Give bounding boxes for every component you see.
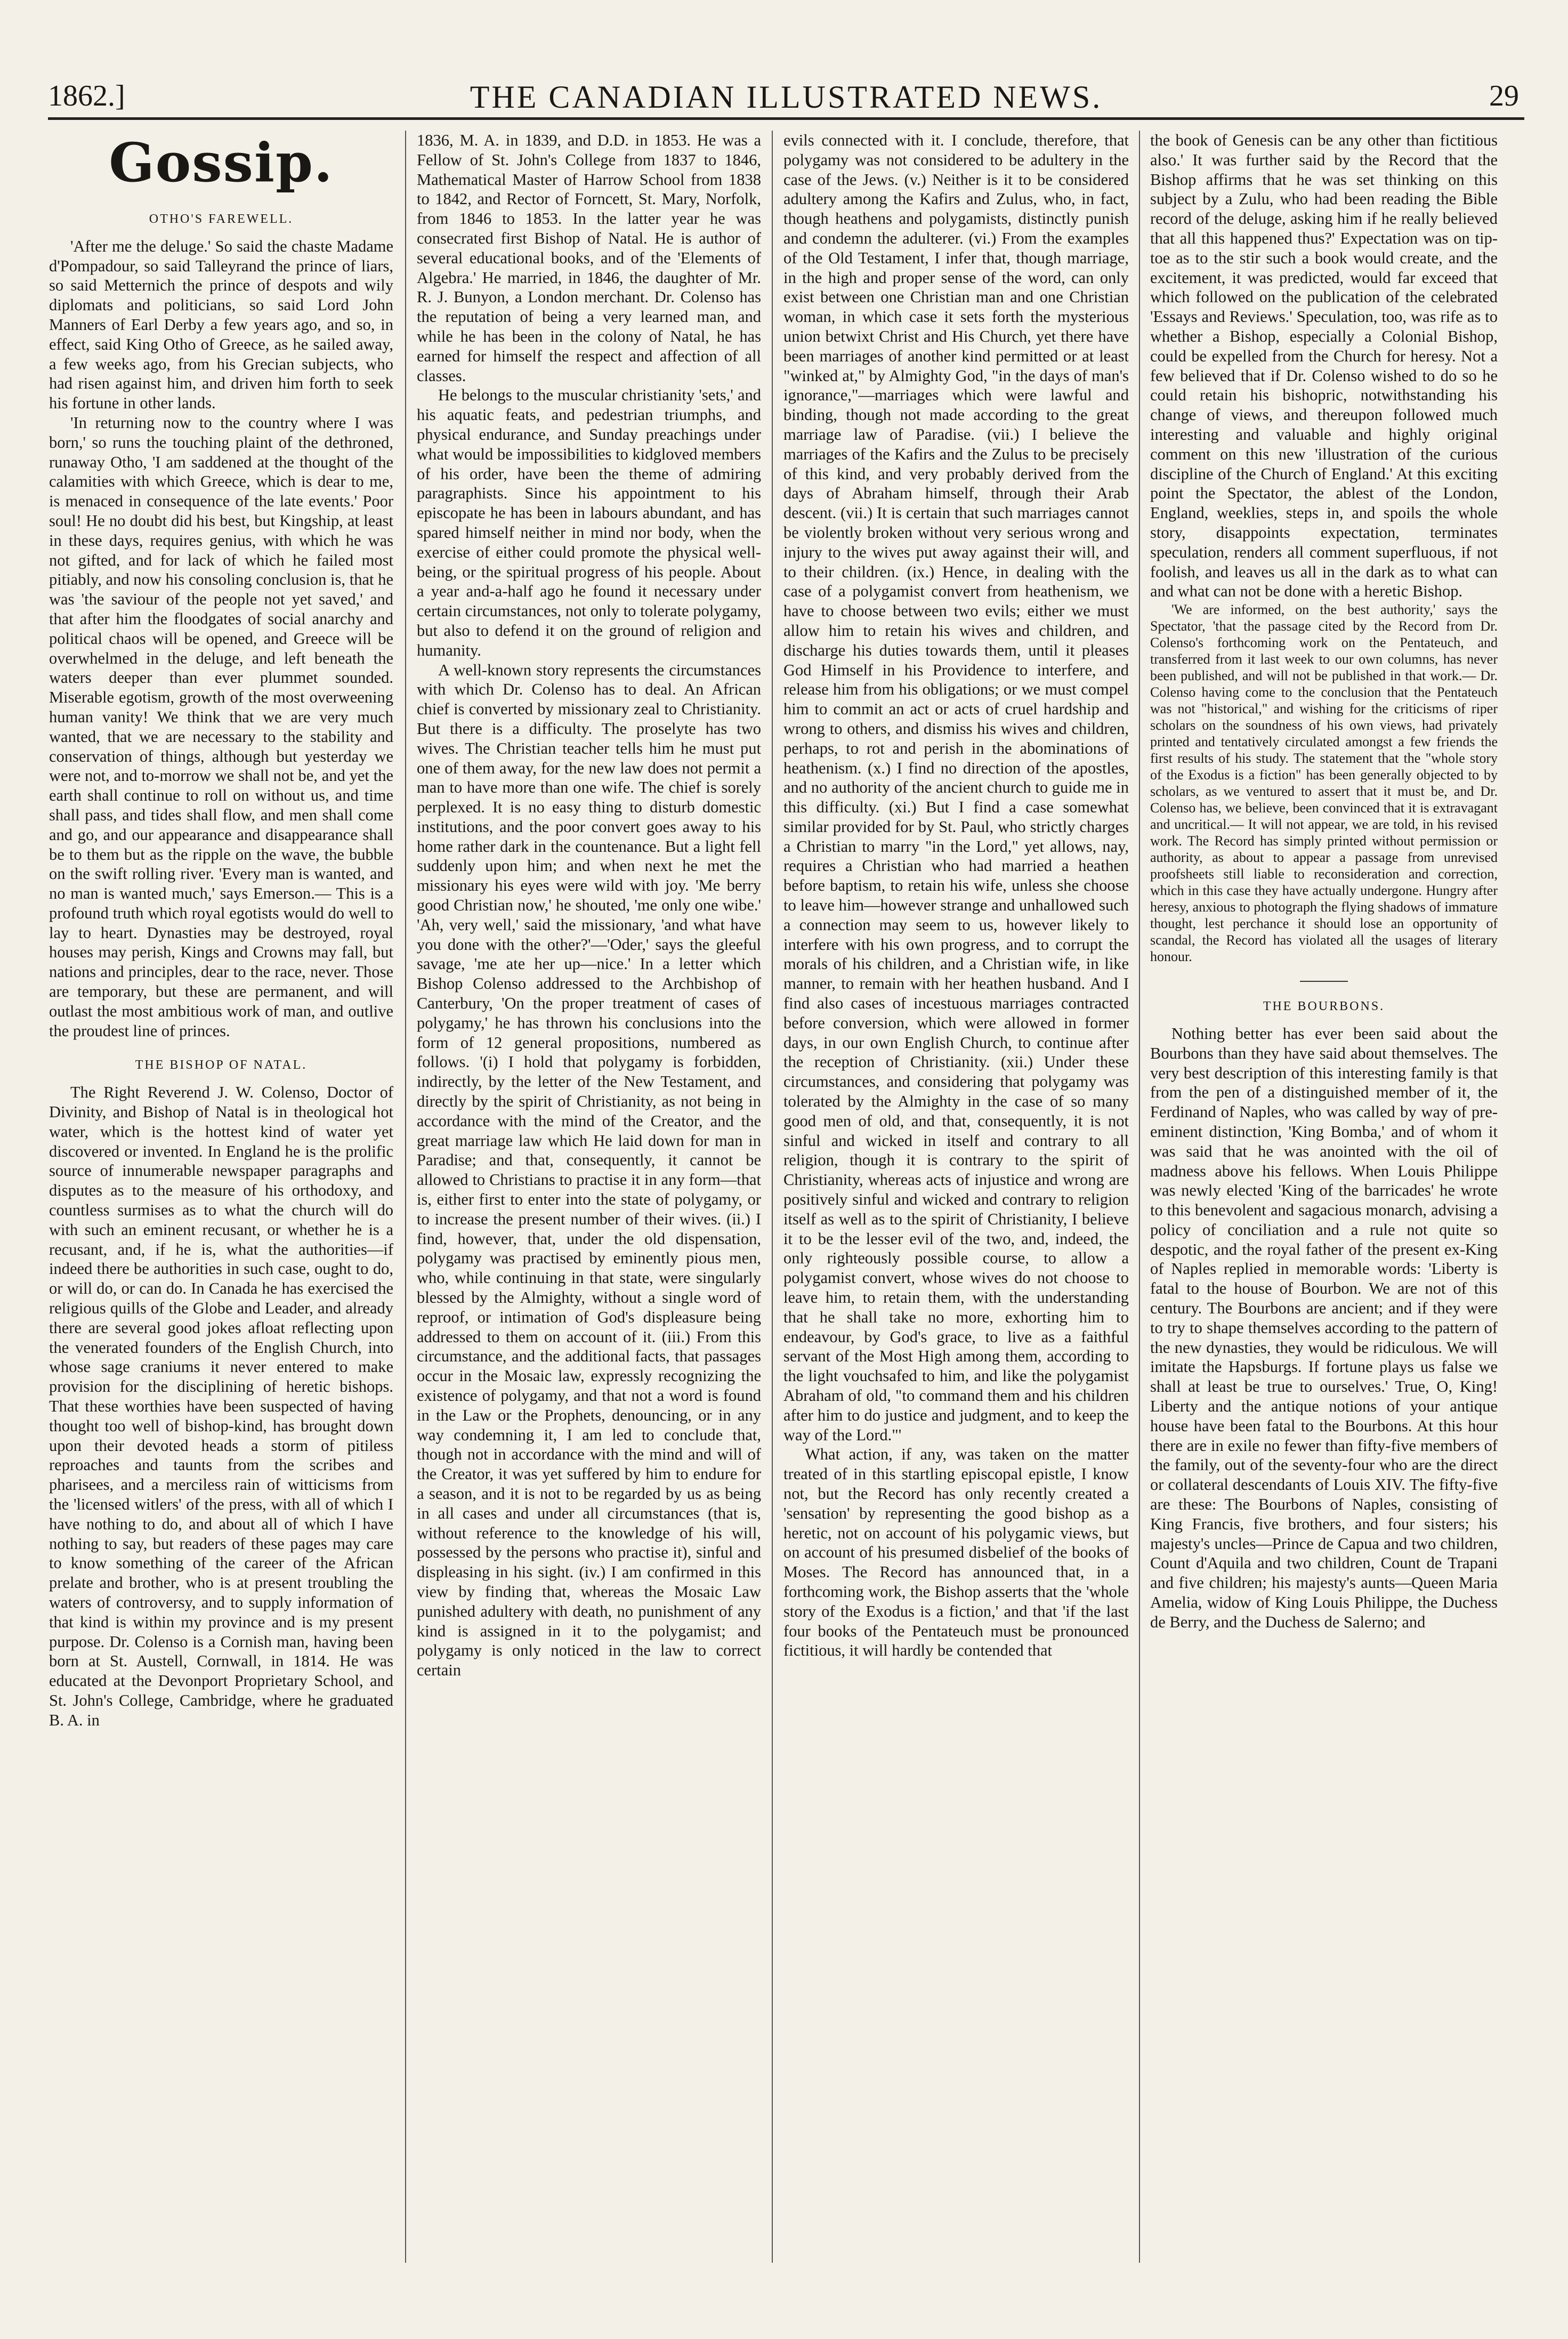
column-divider bbox=[772, 131, 773, 2263]
page-header bbox=[48, 69, 1524, 120]
article-paragraph: 'In returning now to the country where I was born,' so runs the touching plaint of the dethroned, runaway Otho, 'I am saddened at the thought of the calamities with which Greece, which is dear to me, is menaced in consequence of the late events.' Poor soul! He no doubt did his best, but Kingship, at least in these days, requires genius, with which he was not gifted, and for lack of which he failed most pitiably, and now his consoling conclusion is, that he was 'the saviour of the people not yet saved,' and that after him the floodgates of social anarchy and political chaos will be opened, and Greece will be overwhelmed in the deluge, and left beneath the waters deeper than ever plummet sounded. Miserable egotism, growth of the most overweening human vanity! We think that we are very much wanted, that we are necessary to the stability and conservation of things, although but yesterday we were not, and to-morrow we shall not be, and yet the earth shall continue to roll on without us, and time shall pass, and tides shall flow, and men shall come and go, and our appearance and disappearance shall be to them but as the ripple on the wave, the bubble on the swift rolling river. 'Every man is wanted, and no man is wanted much,' says Emerson.— This is a profound truth which royal egotists would do well to lay to heart. Dynasties may be destroyed, royal houses may perish, Kings and Crowns may fall, but nations and principles, dear to the race, never. Those are temporary, but these are permanent, and will outlast the most ambitious work of man, and outlive the proudest line of princes. bbox=[49, 413, 393, 1040]
article-paragraph: What action, if any, was taken on the matter treated of in this startling episcopal epistle, I know not, but the Record has only recently created a 'sensation' by representing the good bishop as a heretic, not on account of his polygamic views, but on account of his presumed disbelief of the books of Moses. The Record has announced that, in a forthcoming work, the Bishop asserts that the 'whole story of the Exodus is a fiction,' and that 'if the last four books of the Pentateuch must be pronounced fictitious, it will hardly be contended that bbox=[783, 1445, 1129, 1660]
article-paragraph: 1836, M. A. in 1839, and D.D. in 1853. He was a Fellow of St. John's College from 1837 to 1846, Mathematical Master of Harrow School from 1838 to 1842, and Rector of Forncett, St. Mary, Norfolk, from 1846 to 1853. In the latter year he was consecrated first Bishop of Natal. He is author of several educational books, and of the 'Elements of Algebra.' He married, in 1846, the daughter of Mr. R. J. Bunyon, a London merchant. Dr. Colenso has the reputation of being a very learned man, and while he has been in the colony of Natal, he has earned for himself the respect and affection of all classes. bbox=[417, 131, 761, 385]
column-4 bbox=[1150, 131, 1498, 2284]
column-divider bbox=[405, 131, 406, 2263]
issue-date: 1862.] bbox=[48, 79, 125, 112]
column-1 bbox=[49, 131, 393, 2284]
quoted-paragraph: 'We are informed, on the best authority,' says the Spectator, 'that the passage cited by the Record from Dr. Colenso's forthcoming work on the Pentateuch, and transferred from it last week to our own columns, has never been published, and will not be published in that work.— Dr. Colenso having come to the conclusion that the Pentateuch was not "historical," and wishing for the criticisms of riper scholars on the soundness of his own views, had privately printed and tentatively circulated amongst a few friends the first results of his study. The statement that the "whole story of the Exodus is a fiction" has been generally objected to by scholars, as we ventured to assert that it must be, and Dr. Colenso has, we believe, been convinced that it is extravagant and uncritical.— It will not appear, we are told, in his revised work. The Record has simply printed without permission or authority, as about to appear a passage from unrevised proofsheets still liable to reconsideration and correction, which in this case they have actually undergone. Hungry after heresy, anxious to photograph the flying shadows of immature thought, lest perchance it should lose an opportunity of scandal, the Record has violated all the usages of literary honour. bbox=[1150, 602, 1498, 965]
article-paragraph: the book of Genesis can be any other than fictitious also.' It was further said by the Record that the Bishop affirms that he was set thinking on this subject by a Zulu, who had been reading the Bible record of the deluge, asking him if he really believed that all this happened thus?' Expectation was on tip-toe as to the stir such a book would create, and the excitement, it was predicted, would far exceed that which followed on the publication of the celebrated 'Essays and Reviews.' Speculation, too, was rife as to whether a Bishop, especially a Colonial Bishop, could be expelled from the Church for heresy. Not a few believed that if Dr. Colenso wished to do so he could retain his bishopric, notwithstanding his change of views, and thereupon followed much interesting and valuable and highly original comment on this new 'illustration of the curious discipline of the Church of England.' At this exciting point the Spectator, the ablest of the London, England, weeklies, steps in, and spoils the whole story, disappoints expectation, terminates speculation, renders all comment superfluous, if not foolish, and leaves us all in the dark as to what can and what can not be done with a heretic Bishop. bbox=[1150, 131, 1498, 601]
column-3 bbox=[783, 131, 1129, 2284]
section-rule bbox=[1300, 981, 1348, 982]
article-paragraph: He belongs to the muscular christianity 'sets,' and his aquatic feats, and pedestrian triumphs, and physical endurance, and Sunday preachings under what would be impossibilities to kidgloved members of his order, have been the theme of admiring paragraphists. Since his appointment to his episcopate he has been in labours abundant, and has spared himself neither in mind nor body, when the exercise of either could promote the physical well-being, or the spiritual progress of his people. About a year and-a-half ago he found it necessary under certain circumstances, not only to tolerate polygamy, but also to defend it on the ground of religion and humanity. bbox=[417, 386, 761, 659]
newspaper-title: THE CANADIAN ILLUSTRATED NEWS. bbox=[470, 79, 1103, 115]
section-masthead: Gossip. bbox=[109, 131, 334, 194]
column-2 bbox=[417, 131, 761, 2284]
article-heading: THE BISHOP OF NATAL. bbox=[135, 1058, 308, 1072]
article-paragraph: A well-known story represents the circumstances with which Dr. Colenso has to deal. An African chief is converted by missionary zeal to Christianity. But there is a difficulty. The proselyte has two wives. The Christian teacher tells him he must put one of them away, for the new law does not permit a man to have more than one wife. The chief is sorely perplexed. It is no easy thing to disturb domestic institutions, and the poor convert goes away to his home rather dark in the countenance. But a light fell suddenly upon him; and when next he met the missionary his eyes were wild with joy. 'Me berry good Christian now,' he shouted, 'me only one wibe.' 'Ah, very well,' said the missionary, 'and what have you done with the other?'—'Oder,' says the gleeful savage, 'me ate her up—nice.' In a letter which Bishop Colenso addressed to the Archbishop of Canterbury, 'On the proper treatment of cases of polygamy,' he has thrown his conclusions into the form of 12 general propositions, numbered as follows. '(i) I hold that polygamy is forbidden, indirectly, by the letter of the New Testament, and directly by the spirit of Christianity, as not being in accordance with the mind of the Creator, and the great marriage law which He laid down for man in Paradise; and that, consequently, it cannot be allowed to Christians to practise it in any form—that is, either first to enter into the state of polygamy, or to increase the present number of their wives. (ii.) I find, however, that, under the old dispensation, polygamy was practised by eminently pious men, who, while continuing in that state, were singularly blessed by the Almighty, without a single word of reproof, or intimation of God's displeasure being addressed to them on account of it. (iii.) From this circumstance, and the additional facts, that passages occur in the Mosaic law, expressly recognizing the existence of polygamy, and that not a word is found in the Law or the Prophets, denouncing, or in any way condemning it, I am led to conclude that, though not in accordance with the mind and will of the Creator, it was yet suffered by him to endure for a season, and it is not to be regarded by us as being in all cases and under all circumstances (that is, without reference to the knowledge of his will, possessed by the persons who practise it), sinful and displeasing in his sight. (iv.) I am confirmed in this view by finding that, whereas the Mosaic Law punished adultery with death, no punishment of any kind is assigned in it to the polygamist; and polygamy is only noticed in the law to correct certain bbox=[417, 660, 761, 1680]
article-paragraph: Nothing better has ever been said about the Bourbons than they have said about themselves. The very best description of this interesting family is that from the pen of a distinguished member of it, the Ferdinand of Naples, who was called by way of pre-eminent distinction, 'King Bomba,' and of whom it was said that he was anointed with the oil of madness above his fellows. When Louis Philippe was newly elected 'King of the barricades' he wrote to this benevolent and sagacious monarch, advising a policy of conciliation and a rule not quite so despotic, and the royal father of the present ex-King of Naples replied in memorable words: 'Liberty is fatal to the house of Bourbon. We are not of this century. The Bourbons are ancient; and if they were to try to shape themselves according to the pattern of the new dynasties, they would be ridiculous. We will imitate the Hapsburgs. If fortune plays us false we shall at least be true to ourselves.' True, O, King! Liberty and the antique notions of your antique house have been fatal to the Bourbons. At this hour there are in exile no fewer than fifty-five members of the family, out of the seventy-four who are the direct or collateral descendants of Louis XIV. The fifty-five are these: The Bourbons of Naples, consisting of King Francis, five brothers, and four sisters; his majesty's uncles—Prince de Capua and two children, Count d'Aquila and two children, Count de Trapani and five children; his majesty's aunts—Queen Maria Amelia, widow of King Louis Philippe, the Duchess de Berry, and the Duchess de Salerno; and bbox=[1150, 1024, 1498, 1631]
page-number: 29 bbox=[1489, 79, 1519, 112]
column-divider bbox=[1139, 131, 1140, 2263]
article-paragraph: 'After me the deluge.' So said the chaste Madame d'Pompadour, so said Talleyrand the prince of liars, so said Metternich the prince of despots and wily diplomats and politicians, so said Lord John Manners of Earl Derby a few years ago, and so, in effect, said King Otho of Greece, as he sailed away, a few weeks ago, from his Grecian subjects, who had risen against him, and driven him forth to seek his fortune in other lands. bbox=[49, 237, 393, 413]
article-heading: OTHO'S FAREWELL. bbox=[149, 212, 294, 226]
article-heading: THE BOURBONS. bbox=[1263, 999, 1385, 1014]
article-paragraph: The Right Reverend J. W. Colenso, Doctor of Divinity, and Bishop of Natal is in theological hot water, which is the hottest kind of water yet discovered or invented. In England he is the prolific source of innumerable newspaper paragraphs and disputes as to the measure of his orthodoxy, and countless surmises as to what the church will do with such an eminent recusant, or whether he is a recusant, and, if he is, what the authorities—if indeed there be authorities in such case, ought to do, or will do, or can do. In Canada he has exercised the religious quills of the Globe and Leader, and already there are several good jokes afloat reflecting upon the venerated founders of the English Church, into whose sage craniums it never entered to make provision for the disciplining of heretic bishops. That these worthies have been suspected of having thought too well of bishop-kind, has brought down upon their devoted heads a storm of pitiless reproaches and taunts from the scribes and pharisees, and a merciless rain of witticisms from the 'licensed witlers' of the press, with all of which I have nothing to do, and about all of which I have nothing to say, but readers of these pages may care to know something of the career of the African prelate and brother, who is at present troubling the waters of controversy, and to supply information of that kind is within my province and is my present purpose. Dr. Colenso is a Cornish man, having been born at St. Austell, Cornwall, in 1814. He was educated at the Devonport Proprietary School, and St. John's College, Cambridge, where he graduated B. A. in bbox=[49, 1083, 393, 1729]
article-paragraph: evils connected with it. I conclude, therefore, that polygamy was not considered to be adultery in the case of the Jews. (v.) Neither is it to be considered adultery among the Kafirs and Zulus, who, in fact, though heathens and polygamists, distinctly punish and condemn the adulterer. (vi.) From the examples of the Old Testament, I infer that, though marriage, in the high and proper sense of the word, can only exist between one Christian man and one Christian woman, in which case it sets forth the mysterious union betwixt Christ and His Church, yet there have been marriages of another kind permitted or at least "winked at," by Almighty God, "in the days of man's ignorance,"—marriages which were lawful and binding, though not made according to the great marriage law of Paradise. (vii.) I believe the marriages of the Kafirs and the Zulus to be precisely of this kind, and very probably derived from the days of Abraham himself, through their Arab descent. (vii.) It is certain that such marriages cannot be violently broken without very serious wrong and injury to the wives put away against their will, and to their children. (ix.) Hence, in dealing with the case of a polygamist convert from heathenism, we have to choose between two evils; either we must allow him to retain his wives and children, and discharge his duties towards them, until it pleases God Himself in his Providence to interfere, and release him from his obligations; or we must compel him to commit an act or acts of cruel hardship and wrong to others, and dismiss his wives and children, perhaps, to rot and perish in the abominations of heathenism. (x.) I find no direction of the apostles, and no authority of the ancient church to guide me in this difficulty. (xi.) But I find a case somewhat similar provided for by St. Paul, who strictly charges a Christian to marry "in the Lord," yet allows, nay, requires a Christian who had married a heathen before baptism, to retain his wife, unless she choose to leave him—however strange and unhallowed such a connection may seem to us, however likely to interfere with his own progress, and to corrupt the morals of his children, and a Christian wife, in like manner, to remain with her heathen husband. And I find also cases of incestuous marriages contracted before conversion, which were allowed in former days, in our own English Church, to continue after the reception of Christianity. (xii.) Under these circumstances, and considering that polygamy was tolerated by the Almighty in the case of so many good men of old, and that, consequently, it is not sinful and wicked in itself and contrary to all religion, though it is contrary to the spirit of Christianity, whereas acts of injustice and wrong are positively sinful and wicked and contrary to religion itself as well as to the spirit of Christianity, I believe it to be the lesser evil of the two, and, indeed, the only righteously possible course, to allow a polygamist convert, whose wives do not choose to leave him, to retain them, with the understanding that he shall take no more, exhorting him to endeavour, by God's grace, to live as a faithful servant of the Most High among them, according to the light vouchsafed to him, and like the polygamist Abraham of old, "to command them and his children after him to do justice and judgment, and to keep the way of the Lord."' bbox=[783, 131, 1129, 1444]
